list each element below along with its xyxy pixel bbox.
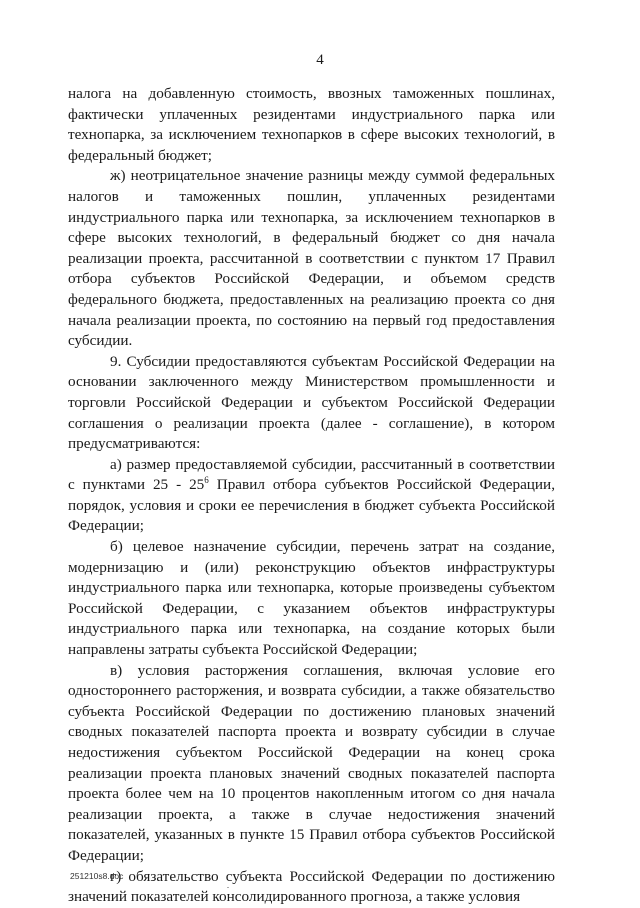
page-number: 4 <box>316 52 324 68</box>
superscript-6: 6 <box>204 475 209 486</box>
paragraph-item-zh: ж) неотрицательное значение разницы между суммой федеральных налогов и таможенных пошлин, уплаченных резидентами индустриального парка или технопарка, за исключением технопарков в сфере высоких технологий, в федеральный бюджет со дня начала реализации проекта, рассчитанной в соответствии с пунктом 17 Правил отбора субъектов Российской Федерации, и объемом средств федерального бюджета, предоставленных на реализацию проекта со дня начала реализации проекта, по состоянию на первый год предоставления субсидии. <box>68 167 555 350</box>
paragraph-item-a-text-end: Правил отбора субъектов Российской Федерации, порядок, условия и сроки ее перечисления в бюджет субъекта Российской Федерации; <box>68 476 555 535</box>
document-body <box>68 84 555 908</box>
paragraph-item-g: г) обязательство субъекта Российской Федерации по достижению значений показателей консолидированного прогноза, а также условия <box>68 867 555 906</box>
paragraph-tax-continuation: налога на добавленную стоимость, ввозных таможенных пошлинах, фактически уплаченных резидентами индустриального парка или технопарка, за исключением технопарков в сфере высоких технологий, в федеральный бюджет; <box>68 85 555 164</box>
footer-filename: 251210s8.doc <box>70 871 124 881</box>
scan-speck <box>227 887 229 888</box>
paragraph-item-v: в) условия расторжения соглашения, включая условие его одностороннего расторжения, и возврата субсидии, а также обязательство субъекта Российской Федерации по достижению плановых значений сводных показателей паспорта проекта и возврату субсидии в случае недостижения субъектом Российской Федерации на конец срока реализации проекта плановых значений сводных показателей паспорта проекта более чем на 10 процентов накопленным итогом со дня начала реализации проекта, а также в случае недостижения значений показателей, указанных в пункте 15 Правил отбора субъектов Российской Федерации; <box>68 661 555 864</box>
paragraph-item-a-text-start: а) размер предоставляемой субсидии, рассчитанный в соответствии с пунктами 25 - 25 <box>68 455 555 494</box>
paragraph-item-a <box>68 455 555 537</box>
paragraph-section-9: 9. Субсидии предоставляются субъектам Российской Федерации на основании заключенного между Министерством промышленности и торговли Российской Федерации и субъектом Российской Федерации соглашения о реализации проекта (далее - соглашение), в котором предусматриваются: <box>68 352 555 453</box>
paragraph-item-b: б) целевое назначение субсидии, перечень затрат на создание, модернизацию и (или) реконструкцию объектов инфраструктуры индустриального парка или технопарка, которые произведены субъектом Российской Федерации, с указанием объектов инфраструктуры индустриального парка или технопарка, на создание которых были направлены затраты субъекта Российской Федерации; <box>68 538 555 659</box>
